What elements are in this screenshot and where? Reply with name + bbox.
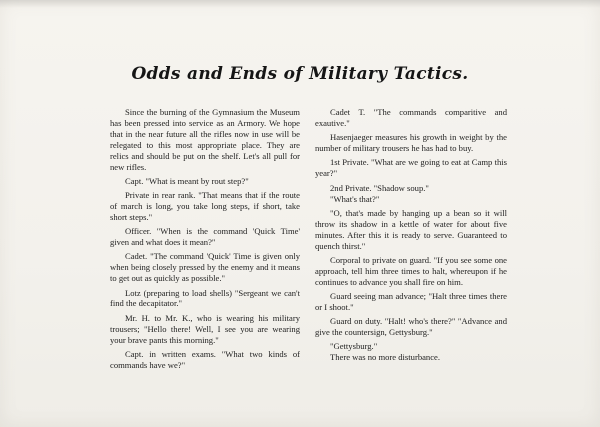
paragraph: Cadet. "The command 'Quick' Time is given only when being closely pressed by the enemy and it means to get out as quickly as possible." xyxy=(110,251,300,284)
paragraph: 2nd Private. "Shadow soup." xyxy=(330,182,429,193)
paragraph: "O, that's made by hanging up a bean so it will throw its shadow in a kettle of water for about five minutes. After this it is ready to serve. Guaranteed to quench thirst." xyxy=(315,207,507,251)
paragraph: "What's that?" xyxy=(330,193,380,204)
paragraph: Mr. H. to Mr. K., who is wearing his military trousers; "Hello there! Well, I see you are wearing your brave pants this morning." xyxy=(110,312,300,345)
paragraph: Guard seeing man advance; "Halt three times there or I shoot." xyxy=(315,290,507,312)
paragraph: Hasenjaeger measures his growth in weight by the number of military trousers he has had to buy. xyxy=(315,132,507,154)
paragraph: There was no more disturbance. xyxy=(330,352,441,363)
paragraph: 1st Private. "What are we going to eat at Camp this year?" xyxy=(315,157,507,179)
paragraph: Corporal to private on guard. "If you see some one approach, tell him three times to halt, whereupon if he continues to advance you shall fire on him. xyxy=(315,254,507,287)
right-column xyxy=(315,107,507,367)
paragraph: Guard on duty. "Halt! who's there?" "Advance and give the countersign, Gettysburg." xyxy=(315,316,507,338)
paragraph: Capt. "What is meant by rout step?" xyxy=(125,175,249,186)
page-title: Odds and Ends of Military Tactics. xyxy=(131,64,469,84)
paragraph: "Gettysburg." xyxy=(330,341,378,352)
paragraph: Cadet T. "The commands comparitive and exautive." xyxy=(315,107,507,128)
paragraph: Since the burning of the Gymnasium the Museum has been pressed into service as an Armory. We hope that in the near future all the rifles now in use will be relegated to this most appropriate place. They are relics and should be put on the shelf. Let's all pull for new rifles. xyxy=(110,107,300,172)
paragraph: Lotz (preparing to load shells) "Sergeant we can't find the decapitator." xyxy=(110,287,300,309)
paragraph: Private in rear rank. "That means that if the route of march is long, you take long steps, if short, take short steps." xyxy=(110,190,300,222)
left-column xyxy=(110,107,300,374)
page-top-shadow xyxy=(0,0,600,8)
paragraph: Capt. in written exams. "What two kinds of commands have we?" xyxy=(110,348,300,370)
paragraph: Officer. "When is the command 'Quick Time' given and what does it mean?" xyxy=(110,226,300,248)
